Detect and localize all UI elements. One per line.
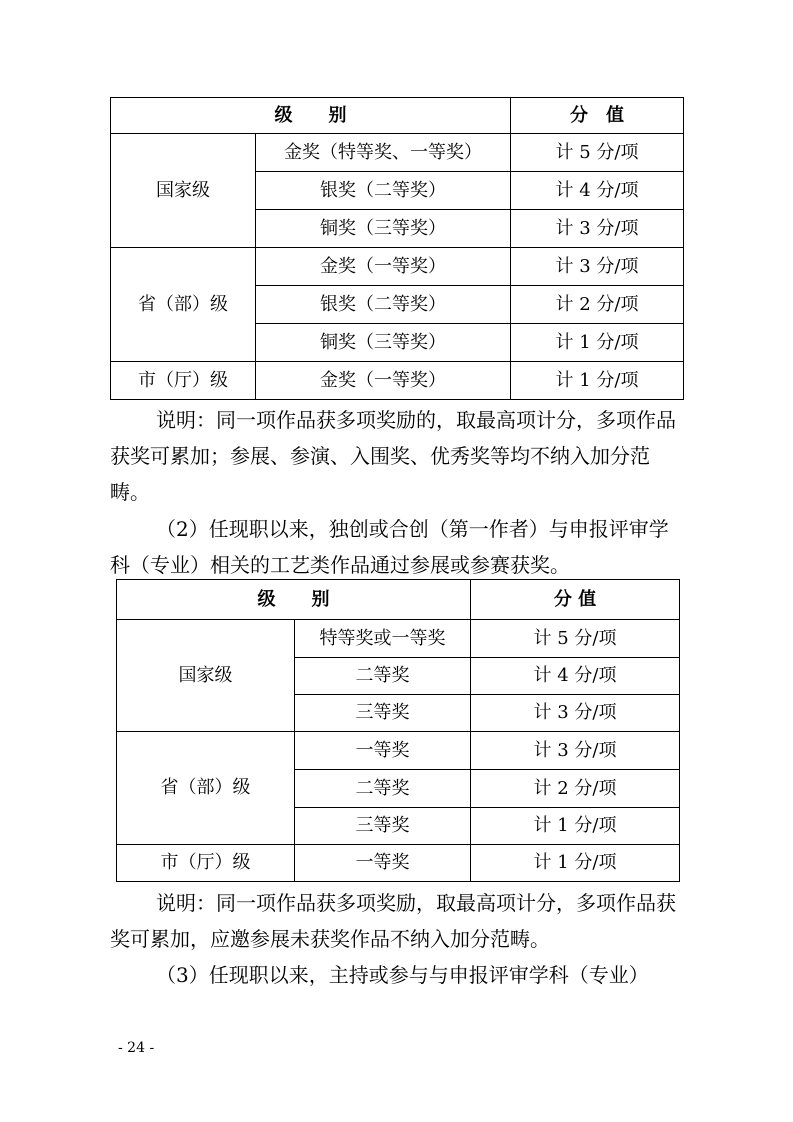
award-name: 三等奖 bbox=[295, 808, 471, 845]
header-level: 级 别 bbox=[117, 580, 471, 620]
award-score: 计 1 分/项 bbox=[511, 324, 684, 362]
level-municipal: 市（厅）级 bbox=[117, 845, 295, 882]
award-name: 金奖（一等奖） bbox=[256, 248, 511, 286]
note-1: 说明：同一项作品获多项奖励的，取最高项计分，多项作品获奖可累加；参展、参演、入围奖、优秀奖等均不纳入加分范畴。 bbox=[110, 408, 676, 504]
award-score: 计 1 分/项 bbox=[471, 808, 680, 845]
award-score: 计 3 分/项 bbox=[511, 248, 684, 286]
level-provincial: 省（部）级 bbox=[117, 732, 295, 845]
level-provincial: 省（部）级 bbox=[111, 248, 256, 362]
award-score: 计 1 分/项 bbox=[511, 362, 684, 400]
item-2: （2）任现职以来，独创或合创（第一作者）与申报评审学科（专业）相关的工艺类作品通过参展或参赛获奖。 bbox=[110, 517, 669, 577]
award-name: 一等奖 bbox=[295, 845, 471, 882]
award-name: 三等奖 bbox=[295, 695, 471, 732]
award-score: 计 3 分/项 bbox=[471, 695, 680, 732]
award-table-2 bbox=[116, 579, 680, 882]
award-score: 计 4 分/项 bbox=[511, 172, 684, 210]
award-name: 银奖（二等奖） bbox=[256, 286, 511, 324]
award-name: 二等奖 bbox=[295, 770, 471, 808]
award-score: 计 3 分/项 bbox=[471, 732, 680, 770]
award-score: 计 5 分/项 bbox=[471, 620, 680, 658]
header-score: 分 值 bbox=[511, 98, 684, 134]
award-name: 铜奖（三等奖） bbox=[256, 210, 511, 248]
page-number: - 24 - bbox=[118, 1040, 155, 1056]
header-score: 分 值 bbox=[471, 580, 680, 620]
note-2: 说明：同一项作品获多项奖励，取最高项计分，多项作品获奖可累加，应邀参展未获奖作品不纳入加分范畴。 bbox=[110, 891, 676, 951]
award-name: 一等奖 bbox=[295, 732, 471, 770]
award-score: 计 2 分/项 bbox=[471, 770, 680, 808]
award-name: 二等奖 bbox=[295, 658, 471, 695]
award-name: 金奖（特等奖、一等奖） bbox=[256, 134, 511, 172]
level-municipal: 市（厅）级 bbox=[111, 362, 256, 400]
award-score: 计 2 分/项 bbox=[511, 286, 684, 324]
award-score: 计 3 分/项 bbox=[511, 210, 684, 248]
level-national: 国家级 bbox=[117, 620, 295, 732]
level-national: 国家级 bbox=[111, 134, 256, 248]
award-table-1 bbox=[110, 97, 684, 400]
header-level: 级 别 bbox=[111, 98, 511, 134]
award-score: 计 1 分/项 bbox=[471, 845, 680, 882]
award-name: 特等奖或一等奖 bbox=[295, 620, 471, 658]
item-3: （3）任现职以来，主持或参与与申报评审学科（专业） bbox=[156, 963, 649, 987]
award-name: 铜奖（三等奖） bbox=[256, 324, 511, 362]
award-score: 计 5 分/项 bbox=[511, 134, 684, 172]
award-score: 计 4 分/项 bbox=[471, 658, 680, 695]
award-name: 银奖（二等奖） bbox=[256, 172, 511, 210]
award-name: 金奖（一等奖） bbox=[256, 362, 511, 400]
